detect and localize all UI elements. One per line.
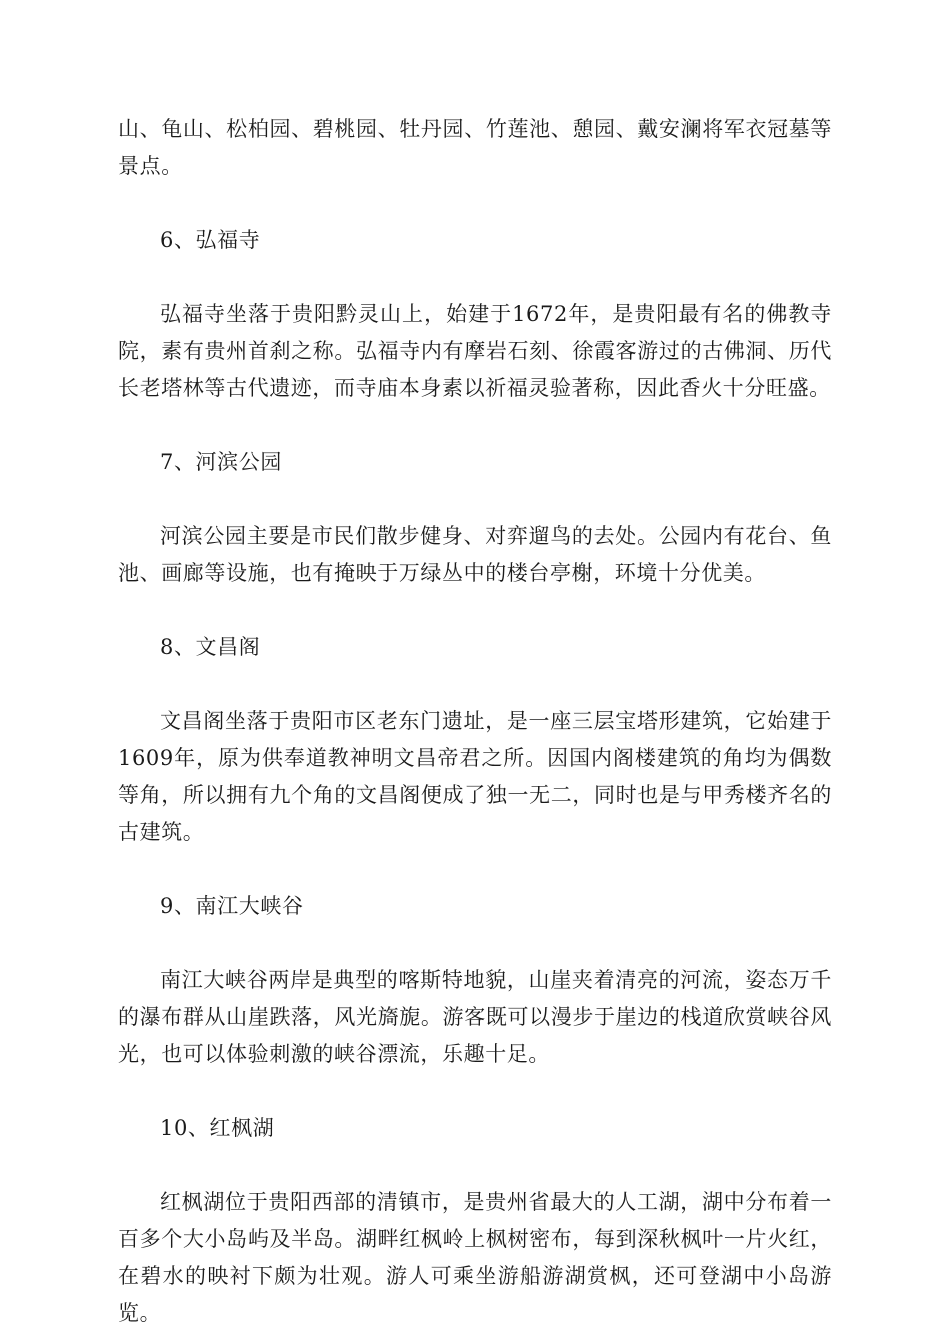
document-page xyxy=(118,111,832,1332)
section-body-wenchang-pavilion: 文昌阁坐落于贵阳市区老东门遗址，是一座三层宝塔形建筑，它始建于1609年，原为供奉道教神明文昌帝君之所。因国内阁楼建筑的角均为偶数等角，所以拥有九个角的文昌阁便成了独一无二，同时也是与甲秀楼齐名的古建筑。 xyxy=(118,709,832,844)
section-heading-wenchang-pavilion: 8、文昌阁 xyxy=(160,635,261,659)
spacer xyxy=(118,592,832,629)
section-body-riverside-park: 河滨公园主要是市民们散步健身、对弈遛鸟的去处。公园内有花台、鱼池、画廊等设施，也有掩映于万绿丛中的楼台亭榭，环境十分优美。 xyxy=(118,524,832,585)
section-body-hongfeng-lake: 红枫湖位于贵阳西部的清镇市，是贵州省最大的人工湖，湖中分布着一百多个大小岛屿及半岛。湖畔红枫岭上枫树密布，每到深秋枫叶一片火红，在碧水的映衬下颇为壮观。游人可乘坐游船游湖赏枫，还可登湖中小岛游览。 xyxy=(118,1190,832,1325)
spacer xyxy=(118,925,832,962)
spacer xyxy=(118,407,832,444)
spacer xyxy=(118,851,832,888)
intro-paragraph-tail: 山、龟山、松柏园、碧桃园、牡丹园、竹莲池、憩园、戴安澜将军衣冠墓等景点。 xyxy=(118,117,832,178)
spacer xyxy=(118,666,832,703)
section-heading-hongfeng-lake: 10、红枫湖 xyxy=(160,1116,275,1140)
spacer xyxy=(118,1073,832,1110)
section-heading-nanjiang-canyon: 9、南江大峡谷 xyxy=(160,894,304,918)
section-heading-hongfu-temple: 6、弘福寺 xyxy=(160,228,261,252)
spacer xyxy=(118,259,832,296)
spacer xyxy=(118,1147,832,1184)
section-heading-riverside-park: 7、河滨公园 xyxy=(160,450,282,474)
section-body-nanjiang-canyon: 南江大峡谷两岸是典型的喀斯特地貌，山崖夹着清亮的河流，姿态万千的瀑布群从山崖跌落，风光旖旎。游客既可以漫步于崖边的栈道欣赏峡谷风光，也可以体验刺激的峡谷漂流，乐趣十足。 xyxy=(118,968,832,1066)
section-body-hongfu-temple: 弘福寺坐落于贵阳黔灵山上，始建于1672年，是贵阳最有名的佛教寺院，素有贵州首刹之称。弘福寺内有摩岩石刻、徐霞客游过的古佛洞、历代长老塔林等古代遗迹，而寺庙本身素以祈福灵验著称，因此香火十分旺盛。 xyxy=(118,302,832,400)
spacer xyxy=(118,185,832,222)
spacer xyxy=(118,481,832,518)
